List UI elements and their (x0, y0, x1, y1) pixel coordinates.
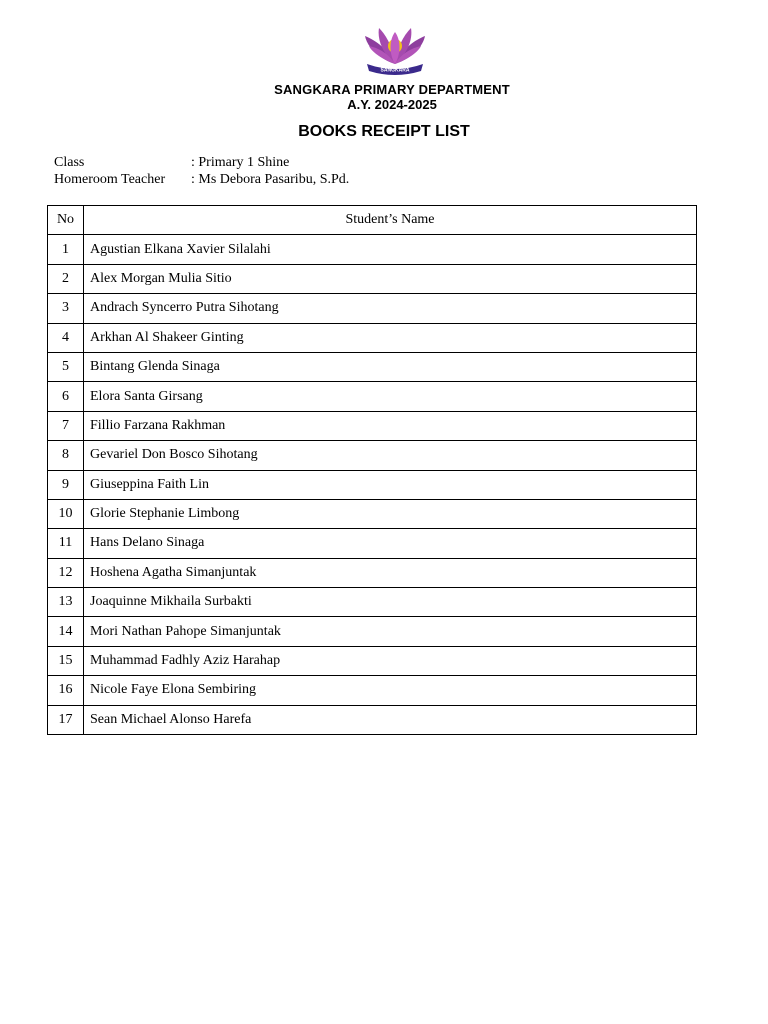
student-name: Elora Santa Girsang (84, 382, 697, 411)
row-number: 11 (48, 529, 84, 558)
class-row (54, 154, 349, 171)
row-number: 10 (48, 499, 84, 528)
row-number: 9 (48, 470, 84, 499)
student-name: Joaquinne Mikhaila Surbakti (84, 588, 697, 617)
row-number: 15 (48, 646, 84, 675)
table-row (48, 235, 697, 264)
row-number: 5 (48, 352, 84, 381)
row-number: 17 (48, 705, 84, 734)
student-name: Fillio Farzana Rakhman (84, 411, 697, 440)
header-student-name: Student’s Name (84, 206, 697, 235)
table-row (48, 411, 697, 440)
row-number: 14 (48, 617, 84, 646)
department-name: SANGKARA PRIMARY DEPARTMENT (274, 82, 510, 97)
row-number: 3 (48, 294, 84, 323)
student-name: Glorie Stephanie Limbong (84, 499, 697, 528)
student-name: Muhammad Fadhly Aziz Harahap (84, 646, 697, 675)
table-row (48, 499, 697, 528)
academic-year: A.Y. 2024-2025 (347, 97, 437, 112)
table-header-row (48, 206, 697, 235)
row-number: 8 (48, 441, 84, 470)
table-row (48, 558, 697, 587)
table-row (48, 588, 697, 617)
student-name: Agustian Elkana Xavier Silalahi (84, 235, 697, 264)
logo-banner-text: SANGKARA (380, 67, 410, 74)
students-table (47, 205, 697, 735)
class-label: Class (54, 155, 85, 170)
row-number: 12 (48, 558, 84, 587)
class-value: : Primary 1 Shine (191, 155, 290, 170)
table-row (48, 705, 697, 734)
school-header (0, 82, 768, 112)
student-name: Bintang Glenda Sinaga (84, 352, 697, 381)
row-number: 16 (48, 676, 84, 705)
student-name: Giuseppina Faith Lin (84, 470, 697, 499)
table-row (48, 382, 697, 411)
row-number: 7 (48, 411, 84, 440)
student-name: Gevariel Don Bosco Sihotang (84, 441, 697, 470)
document-title: BOOKS RECEIPT LIST (298, 123, 470, 140)
table-row (48, 529, 697, 558)
row-number: 6 (48, 382, 84, 411)
row-number: 1 (48, 235, 84, 264)
table-row (48, 323, 697, 352)
table-row (48, 646, 697, 675)
table-row (48, 352, 697, 381)
student-name: Sean Michael Alonso Harefa (84, 705, 697, 734)
table-row (48, 294, 697, 323)
table-row (48, 470, 697, 499)
student-name: Nicole Faye Elona Sembiring (84, 676, 697, 705)
class-info (54, 154, 349, 188)
student-name: Mori Nathan Pahope Simanjuntak (84, 617, 697, 646)
teacher-row (54, 171, 349, 188)
table-row (48, 264, 697, 293)
sangkara-lotus-logo (359, 24, 431, 76)
teacher-label: Homeroom Teacher (54, 172, 166, 187)
table-row (48, 617, 697, 646)
student-name: Arkhan Al Shakeer Ginting (84, 323, 697, 352)
student-name: Andrach Syncerro Putra Sihotang (84, 294, 697, 323)
student-name: Hoshena Agatha Simanjuntak (84, 558, 697, 587)
table-row (48, 441, 697, 470)
row-number: 2 (48, 264, 84, 293)
student-name: Alex Morgan Mulia Sitio (84, 264, 697, 293)
table-row (48, 676, 697, 705)
teacher-value: : Ms Debora Pasaribu, S.Pd. (191, 172, 350, 187)
row-number: 13 (48, 588, 84, 617)
row-number: 4 (48, 323, 84, 352)
header-no: No (48, 206, 84, 235)
student-name: Hans Delano Sinaga (84, 529, 697, 558)
